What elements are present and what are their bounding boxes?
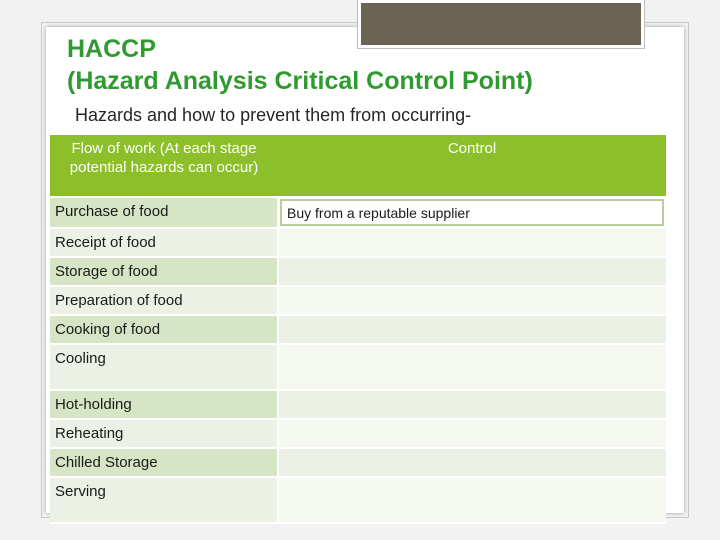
control-cell[interactable] bbox=[278, 315, 666, 344]
stage-cell: Preparation of food bbox=[50, 286, 278, 315]
control-cell[interactable] bbox=[278, 419, 666, 448]
table-row bbox=[50, 344, 666, 390]
table-row bbox=[50, 197, 666, 228]
table-row bbox=[50, 286, 666, 315]
control-cell[interactable] bbox=[278, 257, 666, 286]
control-cell[interactable] bbox=[278, 286, 666, 315]
slide-subtitle: Hazards and how to prevent them from occurring- bbox=[75, 105, 472, 125]
stage-cell: Hot-holding bbox=[50, 390, 278, 419]
stage-cell: Cooling bbox=[50, 344, 278, 390]
stage-cell: Chilled Storage bbox=[50, 448, 278, 477]
table-header-row bbox=[50, 135, 666, 197]
stage-cell: Serving bbox=[50, 477, 278, 523]
stage-cell: Purchase of food bbox=[50, 197, 278, 228]
control-text: Buy from a reputable supplier bbox=[287, 205, 470, 221]
header-flow-of-work: Flow of work (At each stage potential hazards can occur) bbox=[50, 135, 278, 197]
stage-cell: Receipt of food bbox=[50, 228, 278, 257]
table-row bbox=[50, 315, 666, 344]
table-row bbox=[50, 448, 666, 477]
control-cell[interactable] bbox=[278, 344, 666, 390]
haccp-table bbox=[50, 135, 666, 524]
control-cell[interactable] bbox=[278, 390, 666, 419]
title-line-1: HACCP bbox=[67, 35, 156, 63]
stage-cell: Reheating bbox=[50, 419, 278, 448]
table-row bbox=[50, 419, 666, 448]
stage-cell: Storage of food bbox=[50, 257, 278, 286]
table-row bbox=[50, 390, 666, 419]
stage-cell: Cooking of food bbox=[50, 315, 278, 344]
control-cell[interactable] bbox=[278, 448, 666, 477]
table-row bbox=[50, 477, 666, 523]
table-row bbox=[50, 257, 666, 286]
control-cell[interactable] bbox=[278, 228, 666, 257]
title-line-2: (Hazard Analysis Critical Control Point) bbox=[67, 67, 533, 95]
slide-title bbox=[67, 33, 533, 97]
table-row bbox=[50, 228, 666, 257]
control-cell[interactable] bbox=[278, 477, 666, 523]
header-control: Control bbox=[278, 135, 666, 197]
control-cell[interactable] bbox=[278, 197, 666, 228]
